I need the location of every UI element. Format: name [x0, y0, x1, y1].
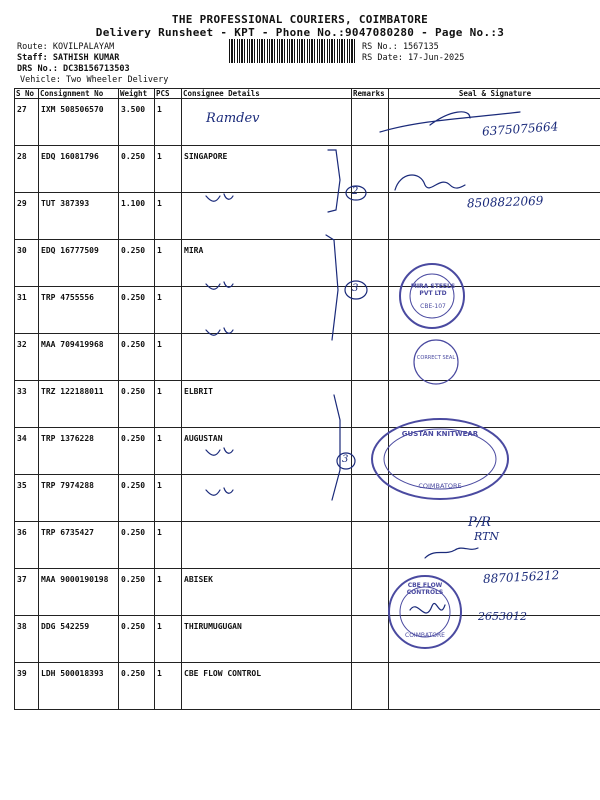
cell-pcs: 1 — [155, 616, 182, 663]
cell-weight: 0.250 — [119, 569, 155, 616]
table-row — [15, 475, 600, 522]
cell-seal — [389, 663, 600, 710]
cell-weight: 0.250 — [119, 334, 155, 381]
remark-number-2: 2 — [352, 186, 359, 197]
cell-consignee: AUGUSTAN — [182, 428, 352, 475]
cell-consignee: THIRUMUGUGAN — [182, 616, 352, 663]
handwritten-phone-row38: 8870156212 — [482, 568, 560, 586]
table-row — [15, 522, 600, 569]
cell-consignee: CBE FLOW CONTROL — [182, 663, 352, 710]
barcode — [229, 39, 357, 63]
cell-pcs: 1 — [155, 99, 182, 146]
table-header-row — [15, 89, 600, 99]
cell-consignee — [182, 287, 352, 334]
cell-consignment: DDG 542259 — [39, 616, 119, 663]
stamp-seal-mid-text: CORRECT SEAL — [416, 355, 456, 361]
remark-number-3b: 3 — [342, 454, 349, 465]
cell-pcs: 1 — [155, 475, 182, 522]
table-row — [15, 381, 600, 428]
col-pcs: PCS — [155, 89, 182, 99]
route-label: Route: KOVILPALAYAM — [17, 42, 115, 52]
table-row — [15, 287, 600, 334]
cell-consignment: IXM 508506570 — [39, 99, 119, 146]
cell-consignment: LDH 500018393 — [39, 663, 119, 710]
cell-pcs: 1 — [155, 663, 182, 710]
cell-sno: 34 — [15, 428, 39, 475]
cell-consignee: ELBRIT — [182, 381, 352, 428]
cell-remarks — [352, 475, 389, 522]
cell-consignee — [182, 193, 352, 240]
cell-weight: 0.250 — [119, 146, 155, 193]
cell-consignment: EDQ 16777509 — [39, 240, 119, 287]
cell-consignee: MIRA — [182, 240, 352, 287]
cell-sno: 37 — [15, 569, 39, 616]
page-subtitle: Delivery Runsheet - KPT - Phone No.:9047080280 - Page No.:3 — [95, 26, 505, 39]
cell-pcs: 1 — [155, 334, 182, 381]
rs-date: RS Date: 17-Jun-2025 — [362, 53, 465, 63]
cell-weight: 0.250 — [119, 428, 155, 475]
cell-consignee: SINGAPORE — [182, 146, 352, 193]
cell-pcs: 1 — [155, 428, 182, 475]
cell-consignee: ABISEK — [182, 569, 352, 616]
handwritten-consignee-row27: Ramdev — [206, 111, 260, 126]
cell-consignment: TRZ 122188011 — [39, 381, 119, 428]
cell-remarks — [352, 428, 389, 475]
cell-weight: 0.250 — [119, 616, 155, 663]
cell-remarks — [352, 99, 389, 146]
stamp-mira-city: CBE-107 — [420, 303, 446, 310]
cell-sno: 38 — [15, 616, 39, 663]
col-weight: Weight — [119, 89, 155, 99]
cell-seal — [389, 522, 600, 569]
cell-consignee — [182, 475, 352, 522]
cell-sno: 28 — [15, 146, 39, 193]
stamp-knitwear-city: COIMBATORE — [418, 482, 462, 490]
table-row — [15, 334, 600, 381]
col-consignee: Consignee Details — [182, 89, 352, 99]
stamp-flow-city: COIMBATORE — [405, 632, 445, 639]
cell-consignment: TRP 7974288 — [39, 475, 119, 522]
cell-sno: 33 — [15, 381, 39, 428]
cell-pcs: 1 — [155, 240, 182, 287]
cell-sno: 31 — [15, 287, 39, 334]
cell-weight: 3.500 — [119, 99, 155, 146]
cell-weight: 0.250 — [119, 522, 155, 569]
remark-number-3a: 3 — [352, 283, 359, 294]
cell-weight: 0.250 — [119, 663, 155, 710]
page-title: THE PROFESSIONAL COURIERS, COIMBATORE — [171, 13, 429, 26]
cell-seal — [389, 146, 600, 193]
cell-consignment: MAA 9000190198 — [39, 569, 119, 616]
cell-consignment: MAA 709419968 — [39, 334, 119, 381]
col-seal: Seal & Signature — [389, 89, 600, 99]
cell-pcs: 1 — [155, 193, 182, 240]
cell-sno: 35 — [15, 475, 39, 522]
cell-sno: 36 — [15, 522, 39, 569]
cell-remarks — [352, 240, 389, 287]
cell-sno: 27 — [15, 99, 39, 146]
cell-seal — [389, 381, 600, 428]
cell-remarks — [352, 381, 389, 428]
handwritten-pr: P/R — [468, 515, 491, 530]
cell-seal — [389, 240, 600, 287]
table-row — [15, 240, 600, 287]
handwritten-phone-row27: 6375075664 — [481, 119, 559, 139]
cell-weight: 0.250 — [119, 381, 155, 428]
table-row — [15, 146, 600, 193]
cell-remarks — [352, 663, 389, 710]
cell-sno: 30 — [15, 240, 39, 287]
cell-remarks — [352, 193, 389, 240]
cell-weight: 1.100 — [119, 193, 155, 240]
drs-label: DRS No.: DC3B156713503 — [17, 64, 130, 74]
cell-consignment: TUT 387393 — [39, 193, 119, 240]
cell-sno: 29 — [15, 193, 39, 240]
col-sno: S No — [15, 89, 39, 99]
cell-pcs: 1 — [155, 146, 182, 193]
table-row — [15, 428, 600, 475]
cell-pcs: 1 — [155, 569, 182, 616]
cell-remarks — [352, 569, 389, 616]
vehicle-label: Vehicle: Two Wheeler Delivery — [20, 75, 169, 85]
cell-consignment: EDQ 16081796 — [39, 146, 119, 193]
staff-label: Staff: SATHISH KUMAR — [17, 53, 120, 63]
cell-consignment: TRP 1376228 — [39, 428, 119, 475]
stamp-knitwear-text: GUSTAN KNITWEAR — [401, 430, 479, 438]
cell-remarks — [352, 616, 389, 663]
cell-remarks — [352, 522, 389, 569]
col-consignment: Consignment No — [39, 89, 119, 99]
stamp-mira-text: MIRA STEELS PVT LTD — [410, 283, 456, 297]
handwritten-rtn: RTN — [474, 530, 500, 543]
cell-seal — [389, 99, 600, 146]
table-row — [15, 663, 600, 710]
handwritten-phone-row29: 8508822069 — [466, 193, 544, 211]
cell-weight: 0.250 — [119, 287, 155, 334]
col-remarks: Remarks — [352, 89, 389, 99]
cell-pcs: 1 — [155, 287, 182, 334]
handwritten-note-row39: 2653012 — [478, 610, 527, 623]
cell-remarks — [352, 334, 389, 381]
cell-consignee — [182, 334, 352, 381]
rs-number: RS No.: 1567135 — [362, 42, 439, 52]
cell-sno: 32 — [15, 334, 39, 381]
cell-sno: 39 — [15, 663, 39, 710]
cell-consignee — [182, 522, 352, 569]
cell-weight: 0.250 — [119, 240, 155, 287]
cell-consignment: TRP 6735427 — [39, 522, 119, 569]
cell-pcs: 1 — [155, 381, 182, 428]
cell-weight: 0.250 — [119, 475, 155, 522]
cell-consignment: TRP 4755556 — [39, 287, 119, 334]
stamp-flow-text: CBE FLOW CONTROLS — [406, 582, 444, 596]
cell-pcs: 1 — [155, 522, 182, 569]
